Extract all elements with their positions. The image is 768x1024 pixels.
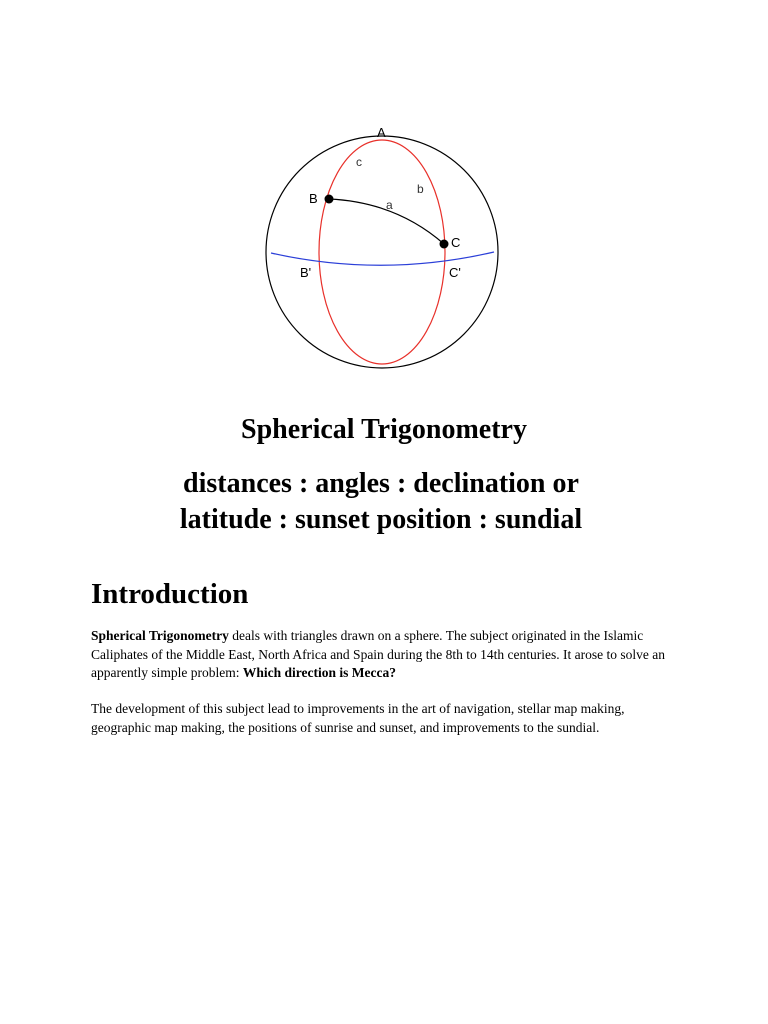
term-spherical-trigonometry: Spherical Trigonometry <box>91 628 229 643</box>
vertex-b-point <box>325 195 334 204</box>
spherical-triangle-diagram <box>256 118 512 374</box>
vertex-b-label: B <box>309 191 318 206</box>
side-b-label: b <box>417 182 424 196</box>
side-a-label: a <box>386 198 393 212</box>
paragraph-body-text: deals with triangles drawn on a sphere. The subject originated in the Islamic Caliphates of the Middle East, North Africa and Spain during the 8th to 14th centuries. It arose to solve an apparently simple problem: <box>91 628 665 680</box>
meridian-ellipse <box>319 140 445 364</box>
vertex-c-point <box>440 240 449 249</box>
vertex-b-prime-label: B' <box>300 265 312 280</box>
page-title: Spherical Trigonometry <box>241 414 527 445</box>
vertex-c-label: C <box>451 235 461 250</box>
introduction-paragraph <box>91 627 681 683</box>
introduction-heading: Introduction <box>91 578 249 610</box>
page-subtitle: distances : angles : declination or latitude : sunset position : sundial <box>179 468 583 535</box>
vertex-a-label: A <box>377 125 386 140</box>
sphere-outline <box>266 136 498 368</box>
side-c-label: c <box>356 155 362 169</box>
mecca-question: Which direction is Mecca? <box>242 665 396 680</box>
equator-arc <box>271 252 494 265</box>
vertex-c-prime-label: C' <box>449 265 461 280</box>
development-paragraph: The development of this subject lead to improvements in the art of navigation, stellar map making, geographic map making, the positions of sunrise and sunset, and improvements to the sundial. <box>91 701 625 735</box>
